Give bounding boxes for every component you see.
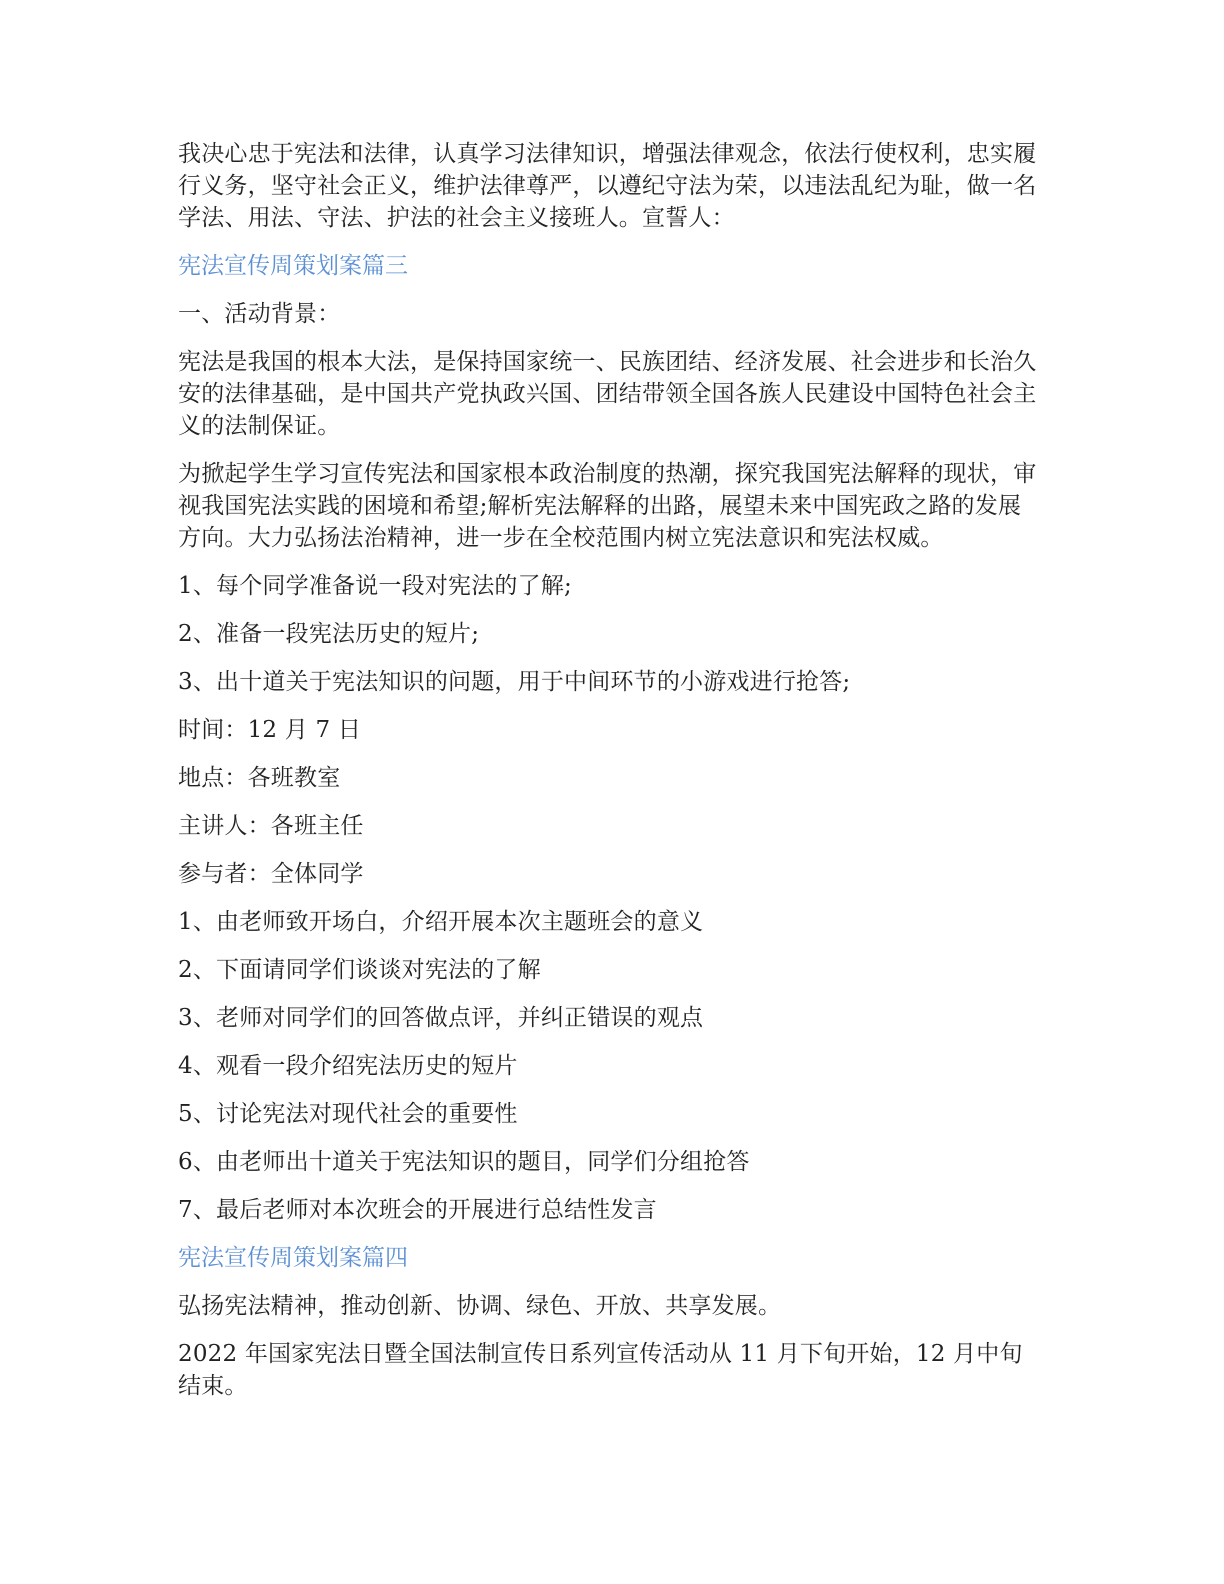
step-item-2: 2、下面请同学们谈谈对宪法的了解 [178,957,541,983]
step-item-7: 7、最后老师对本次班会的开展进行总结性发言 [178,1197,657,1223]
participants-line: 参与者：全体同学 [178,861,364,887]
prep-item-2: 2、准备一段宪法历史的短片; [178,621,480,647]
section-heading-3: 宪法宣传周策划案篇三 [178,253,408,279]
time-line: 时间：12 月 7 日 [178,717,362,743]
step-item-5: 5、讨论宪法对现代社会的重要性 [178,1101,518,1127]
schedule-paragraph: 2022 年国家宪法日暨全国法制宣传日系列宣传活动从 11 月下旬开始，12 月中旬结束。 [178,1341,1023,1399]
step-item-3: 3、老师对同学们的回答做点评，并纠正错误的观点 [178,1005,704,1031]
step-item-4: 4、观看一段介绍宪法历史的短片 [178,1053,518,1079]
background-paragraph-1: 宪法是我国的根本大法，是保持国家统一、民族团结、经济发展、社会进步和长治久安的法律基础，是中国共产党执政兴国、团结带领全国各族人民建设中国特色社会主义的法制保证。 [178,349,1037,439]
section-heading-4: 宪法宣传周策划案篇四 [178,1245,408,1271]
background-paragraph-2: 为掀起学生学习宣传宪法和国家根本政治制度的热潮，探究我国宪法解释的现状，审视我国宪法实践的困境和希望;解析宪法解释的出路，展望未来中国宪政之路的发展方向。大力弘扬法治精神，进一步在全校范围内树立宪法意识和宪法权威。 [178,461,1037,551]
background-title: 一、活动背景： [178,301,341,327]
oath-paragraph: 我决心忠于宪法和法律，认真学习法律知识，增强法律观念，依法行使权利，忠实履行义务，坚守社会正义，维护法律尊严，以遵纪守法为荣，以违法乱纪为耻，做一名学法、用法、守法、护法的社会主义接班人。宣誓人： [178,141,1037,231]
prep-item-1: 1、每个同学准备说一段对宪法的了解; [178,573,572,599]
step-item-6: 6、由老师出十道关于宪法知识的题目，同学们分组抢答 [178,1149,750,1175]
step-item-1: 1、由老师致开场白，介绍开展本次主题班会的意义 [178,909,704,935]
document-page [178,138,1044,1418]
place-line: 地点：各班教室 [178,765,341,791]
speaker-line: 主讲人：各班主任 [178,813,364,839]
prep-item-3: 3、出十道关于宪法知识的问题，用于中间环节的小游戏进行抢答; [178,669,851,695]
theme-paragraph: 弘扬宪法精神，推动创新、协调、绿色、开放、共享发展。 [178,1293,782,1319]
